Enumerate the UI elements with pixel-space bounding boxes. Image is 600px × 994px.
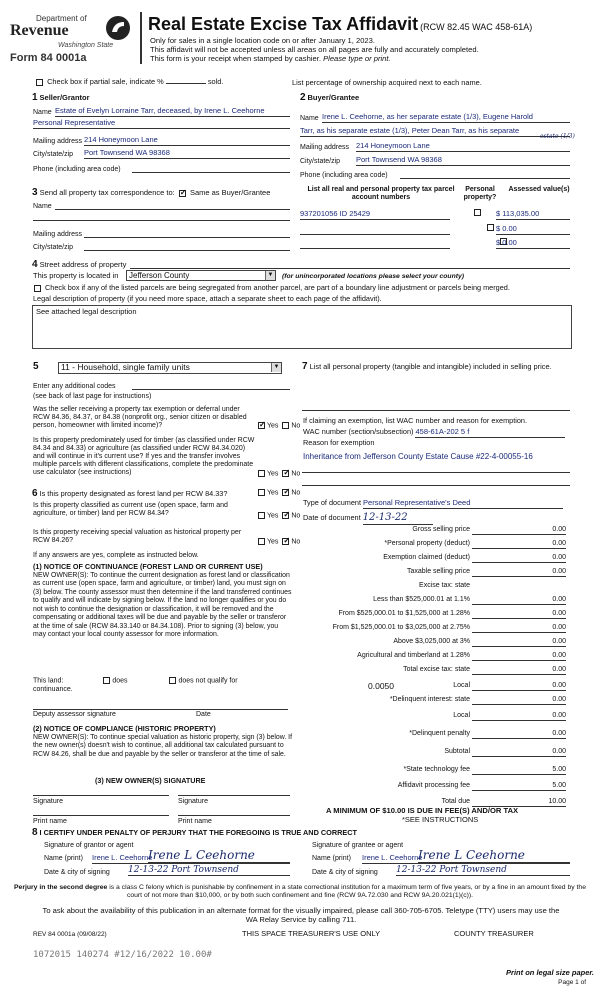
grantor-date[interactable]: 12-13-22 Port Townsend	[128, 865, 290, 876]
seller-name-label: Name	[33, 109, 52, 116]
assessed-value-2[interactable]: $ 0.00	[496, 225, 570, 235]
header-divider	[140, 12, 142, 64]
calc-row	[300, 682, 572, 694]
owner-signature-2[interactable]	[178, 795, 290, 796]
perjury-bold: Perjury in the second degree	[14, 884, 108, 891]
buyer-mail-label: Mailing address	[300, 144, 350, 151]
owner-print-2[interactable]	[178, 815, 290, 816]
deputy-sig-label: Deputy assessor signature	[33, 711, 116, 718]
form-number: Form 84 0001a	[10, 52, 87, 64]
calc-value[interactable]: 0.00	[472, 526, 566, 535]
calc-label: From $1,525,000.01 to $3,025,000 at 2.75%	[332, 624, 470, 631]
special-yes-checkbox[interactable]	[258, 538, 265, 545]
current-yes-checkbox[interactable]	[258, 512, 265, 519]
doc-type-label: Type of document	[303, 498, 362, 507]
legal-desc-text: See attached legal description	[36, 307, 137, 316]
exemption-no-checkbox[interactable]	[282, 422, 289, 429]
buyer-name-1[interactable]: Irene L. Ceehorne, as her separate estate (1/3), Eugene Harold	[322, 113, 570, 123]
calc-row	[300, 596, 572, 608]
partial-label-a: Check box if partial sale, indicate %	[47, 77, 164, 86]
calc-row	[300, 748, 572, 760]
assessed-value-1[interactable]: $ 113,035.00	[496, 210, 570, 220]
grantee-name-label: Name (print)	[312, 855, 351, 862]
this-land-label: This land:	[33, 677, 64, 685]
chevron-down-icon: ▼	[271, 363, 281, 372]
land-use-value: 11 - Household, single family units	[61, 362, 190, 372]
dor-dept: Department of	[36, 14, 87, 23]
calc-label: Total due	[441, 798, 470, 805]
buyer-hw-note: estate (1/3)	[540, 133, 575, 140]
land-use-select[interactable]	[58, 362, 282, 374]
current-no-label: No	[291, 512, 301, 520]
personal-prop-checkbox-2[interactable]	[487, 224, 494, 231]
legal-desc-box[interactable]	[32, 305, 572, 349]
personal-prop-checkbox-1[interactable]	[474, 209, 481, 216]
calc-label: *State technology fee	[403, 766, 470, 773]
county-treasurer: COUNTY TREASURER	[454, 929, 534, 938]
parcel-number-1[interactable]: 937201056 ID 25429	[300, 210, 450, 220]
exemption-no-label: No	[291, 422, 301, 430]
calc-label: Above $3,025,000 at 3%	[393, 638, 470, 645]
exemption-question: Was the seller receiving a property tax exemption or deferral under RCW 84.36, 84.37, or 84.38 (nonprofit org., senior citizen or disabled person, homeowner with limited income)?	[33, 406, 247, 430]
grantee-hw-sig: Irene L Ceehorne	[418, 848, 525, 862]
partial-sale-row	[34, 78, 223, 87]
title-cite: (RCW 82.45 WAC 458-61A)	[420, 22, 533, 32]
list-pct-note: List percentage of ownership acquired next to each name.	[292, 78, 482, 87]
wac-label: WAC number (section/subsection)	[303, 427, 414, 436]
special-no-checkbox[interactable]	[282, 538, 289, 545]
if-any-yes: If any answers are yes, complete as instructed below.	[33, 552, 199, 559]
located-label: This property is located in	[33, 271, 119, 280]
reason-line-1	[302, 472, 570, 473]
sec3-mail-field[interactable]	[84, 237, 290, 238]
timber-yes-checkbox[interactable]	[258, 470, 265, 477]
assessed-value-3[interactable]: $ 0.00	[496, 239, 570, 249]
segregated-row	[32, 284, 510, 292]
sec3-name-field-2[interactable]	[33, 220, 290, 221]
calc-label: Gross selling price	[412, 526, 470, 533]
calc-value[interactable]: 5.00	[472, 782, 566, 791]
sec3-city-field[interactable]	[84, 250, 290, 251]
street-address-field[interactable]	[130, 268, 570, 269]
calc-row	[300, 712, 572, 724]
calc-label: *Delinquent interest: state	[389, 696, 470, 703]
calc-row	[300, 624, 572, 636]
wac-value[interactable]: 458-61A-202 5 f	[415, 428, 565, 438]
legal-size-note: Print on legal size paper.	[506, 968, 594, 977]
personal-property-field[interactable]	[302, 410, 570, 411]
calc-label: Total excise tax: state	[403, 666, 470, 673]
alternate-format: To ask about the availability of this publication in an alternate format for the visually impaired, please call 360-705-6705. Teletype (TTY) users may use the WA Relay Service by calling 711.	[42, 906, 560, 925]
current-use-answer	[256, 512, 300, 520]
buyer-phone-label: Phone (including area code)	[300, 172, 388, 179]
parcel-number-3[interactable]	[300, 239, 450, 249]
current-yes-label: Yes	[267, 512, 279, 520]
wac-row	[303, 428, 565, 438]
sec6-num: 6	[32, 488, 38, 499]
special-valuation-question: Is this property receiving special valuation as historical property per RCW 84.26?	[33, 529, 242, 545]
calc-label: Exemption claimed (deduct)	[383, 554, 470, 561]
calc-value[interactable]: 0.00	[472, 652, 566, 661]
current-use-question: Is this property classified as current use (open space, farm and agriculture, or timber) land per RCW 84.34?	[33, 502, 228, 518]
timber-answer	[256, 470, 300, 478]
signature-label-2: Signature	[178, 798, 208, 805]
exemption-yes-checkbox[interactable]	[258, 422, 265, 429]
sec7-text: List all personal property (tangible and intangible) included in selling price.	[309, 362, 552, 371]
seller-city[interactable]: Port Townsend WA 98368	[84, 149, 290, 159]
does-label: does	[112, 677, 128, 685]
sec3-mail-label: Mailing address	[33, 231, 83, 238]
grantor-name[interactable]: Irene L. Ceehorne	[92, 854, 290, 864]
calc-value[interactable]: 0.00	[472, 730, 566, 739]
page-number: Page 1 of	[558, 979, 586, 986]
grantor-hw-sig: Irene L Ceehorne	[148, 848, 255, 862]
calc-value[interactable]: 0.00	[472, 666, 566, 675]
calc-row	[300, 638, 572, 650]
sec3-name-label: Name	[33, 203, 52, 210]
calc-row	[300, 610, 572, 622]
chevron-down-icon: ▼	[265, 271, 275, 280]
seller-num: 1	[32, 92, 38, 103]
owner-signature-1[interactable]	[33, 795, 169, 796]
calc-value[interactable]: 0.00	[472, 682, 566, 691]
buyer-city[interactable]: Port Townsend WA 98368	[356, 156, 570, 166]
doc-date-label: Date of document	[303, 513, 361, 522]
personal-prop-header: Personal property?	[463, 186, 497, 202]
sec5-num: 5	[33, 361, 39, 372]
calc-row	[300, 766, 572, 778]
timber-yes-label: Yes	[267, 470, 279, 478]
dor-state: Washington State	[58, 42, 114, 49]
additional-codes-label: Enter any additional codes	[33, 383, 116, 390]
calc-value[interactable]: 0.00	[472, 748, 566, 757]
additional-codes-field[interactable]	[132, 389, 290, 390]
does-checkbox[interactable]	[103, 677, 110, 684]
calc-value[interactable]: 0.00	[472, 554, 566, 563]
minimum-due: A MINIMUM OF $10.00 IS DUE IN FEE(S) AND/OR TAX	[326, 806, 519, 815]
calc-row	[300, 540, 572, 552]
sec3-name-field[interactable]	[55, 209, 290, 210]
buyer-title: Buyer/Grantee	[307, 93, 360, 102]
exemption-answer	[256, 422, 300, 430]
timber-question: Is this property predominately used for timber (as classified under RCW 84.34 and 84.33) or agriculture (as classified under RCW 84.34.020) and will continue in it's current use? If yes and the transfer involves multiple parcels with different classifications, complete the predominate use calculator (see instructions)	[33, 437, 255, 477]
seller-title: Seller/Grantor	[39, 93, 90, 102]
calc-label: Local	[453, 712, 470, 719]
notice1-title: (1) NOTICE OF CONTINUANCE (FOREST LAND OR CURRENT USE)	[33, 562, 263, 571]
print-name-label-2: Print name	[178, 818, 212, 825]
does-not-checkbox[interactable]	[169, 677, 176, 684]
owner-print-1[interactable]	[33, 815, 169, 816]
reason-line-2	[302, 485, 570, 486]
seller-mail-label: Mailing address	[33, 138, 83, 145]
segregated-checkbox[interactable]	[34, 285, 41, 292]
buyer-num: 2	[300, 92, 306, 103]
reason-label: Reason for exemption	[303, 438, 375, 447]
notice2-title: (2) NOTICE OF COMPLIANCE (HISTORIC PROPERTY)	[33, 724, 216, 733]
partial-sale-checkbox[interactable]	[36, 79, 43, 86]
signature-label-1: Signature	[33, 798, 63, 805]
calc-row	[300, 554, 572, 566]
calc-value[interactable]: 0.00	[472, 568, 566, 577]
calc-row	[300, 730, 572, 742]
sec4-street-row	[32, 259, 126, 271]
calc-value[interactable]: 0.00	[472, 596, 566, 605]
sec6-forest-row	[32, 488, 260, 500]
local-rate[interactable]: 0.0050	[368, 681, 394, 691]
grantor-sig-label: Signature of grantor or agent	[44, 842, 134, 849]
unincorporated-note: (for unincorporated locations please select your county)	[282, 273, 465, 280]
current-no-checkbox[interactable]	[282, 512, 289, 519]
calc-row	[300, 652, 572, 664]
doc-date-row	[303, 512, 433, 525]
special-yes-label: Yes	[267, 538, 279, 546]
treasurer-use: THIS SPACE TREASURER'S USE ONLY	[242, 929, 381, 938]
certify-text: I CERTIFY UNDER PENALTY OF PERJURY THAT THE FOREGOING IS TRUE AND CORRECT	[39, 828, 357, 837]
seller-heading	[32, 92, 90, 104]
calc-value[interactable]: 0.00	[472, 624, 566, 633]
calc-label: From $525,000.01 to $1,525,000 at 1.28%	[338, 610, 470, 617]
partial-label-b: sold.	[207, 77, 224, 86]
deputy-date-label: Date	[196, 711, 211, 718]
sec3-text: Send all property tax correspondence to:	[39, 188, 175, 197]
doc-type-value[interactable]: Personal Representative's Deed	[363, 499, 563, 509]
calc-row	[300, 582, 572, 594]
deputy-signature-line[interactable]	[33, 709, 288, 710]
buyer-heading	[300, 92, 359, 104]
calc-value[interactable]: 0.00	[472, 696, 566, 705]
header-line2: This affidavit will not be accepted unless all areas on all pages are fully and accurately completed.	[150, 45, 479, 54]
dor-revenue: Revenue	[10, 22, 69, 39]
forest-answer	[256, 489, 300, 497]
calc-row	[300, 782, 572, 794]
print-name-label-1: Print name	[33, 818, 67, 825]
sec8-num: 8	[32, 827, 38, 838]
grantor-date-label: Date & city of signing	[44, 869, 110, 876]
forest-no-checkbox[interactable]	[282, 489, 289, 496]
see-instructions: *SEE INSTRUCTIONS	[402, 815, 479, 824]
calc-value[interactable]: 10.00	[472, 798, 566, 807]
segregated-label: Check box if any of the listed parcels are being segregated from another parcel, are part of a boundary line adjustment or parcels being merged.	[45, 283, 510, 292]
exemption-yes-label: Yes	[267, 422, 279, 430]
grantee-sig-label: Signature of grantee or agent	[312, 842, 404, 849]
buyer-phone[interactable]	[400, 178, 570, 179]
sec8-row	[32, 827, 357, 839]
calc-label: *Personal property (deduct)	[384, 540, 470, 547]
calc-label: Agricultural and timberland at 1.28%	[357, 652, 470, 659]
seller-phone-label: Phone (including area code)	[33, 166, 121, 173]
sec3-city-label: City/state/zip	[33, 244, 74, 251]
perjury-text: is a class C felony which is punishable by confinement in a state correctional institution for a maximum term of five years, or by a fine in an amount fixed by the court of not more than $10,000, or by both such confinement and fine (RCW 9A.72.030 and RCW 9A.20.021(1)(c)).	[109, 884, 586, 900]
sec7-num: 7	[302, 361, 308, 372]
grantee-date-label: Date & city of signing	[312, 869, 378, 876]
sec4-num: 4	[32, 259, 38, 270]
calc-label: Affidavit processing fee	[397, 782, 470, 789]
notice1-text: NEW OWNER(S): To continue the current designation as forest land or classification as current use (open space, farm and agriculture, or timber) land, you must sign on (3) below. The county assessor must then determine if the land transferred continues to qualify and will indicate by signing below. If the land no longer qualifies or you do not wish to continue the designation or classification, it will be removed and the compensating or additional taxes will be due and payable by the seller or transferor at the time of sale (RCW 84.33.140 or 84.34.108). Prior to signing (3) below, you may contact your local county assessor for more information.	[33, 572, 292, 638]
sec4-street-label: Street address of property	[39, 260, 127, 269]
calc-label: *Delinquent penalty	[409, 730, 470, 737]
same-as-buyer-label: Same as Buyer/Grantee	[189, 188, 271, 197]
forest-no-label: No	[291, 489, 301, 497]
partial-pct-field[interactable]	[166, 83, 206, 84]
calc-label: Local	[453, 682, 470, 689]
exemption-claim-label: If claiming an exemption, list WAC number and reason for exemption.	[303, 416, 528, 425]
grantor-name-label: Name (print)	[44, 855, 83, 862]
notice3-title: (3) NEW OWNER(S) SIGNATURE	[95, 776, 206, 785]
does-not-label: does not qualify for	[178, 677, 238, 685]
calc-label: Less than $525,000.01 at 1.1%	[373, 596, 470, 603]
calc-value[interactable]: 0.00	[472, 712, 566, 721]
seller-mail[interactable]: 214 Honeymoon Lane	[84, 136, 290, 146]
same-as-buyer-checkbox[interactable]	[179, 190, 186, 197]
logo-emblem-icon	[106, 16, 130, 40]
buyer-name-label: Name	[300, 115, 319, 122]
treasurer-stamp: 1072015 140274 #12/16/2022 10.00#	[33, 950, 212, 960]
sec7-row	[302, 361, 572, 373]
parcel-col-header: List all real and personal property tax parcel account numbers	[307, 186, 455, 202]
codes-note: (see back of last page for instructions)	[33, 393, 152, 400]
grantee-date[interactable]: 12-13-22 Port Townsend	[396, 865, 570, 876]
header-line3a: This form is your receipt when stamped by cashier.	[150, 54, 321, 63]
timber-no-checkbox[interactable]	[282, 470, 289, 477]
notice2-text: NEW OWNER(S): To continue special valuation as historic property, sign (3) below. If the new owner(s) doesn't wish to continue, all additional tax calculated pursuant to RCW 84.26, shall be due and payable by the seller or transferor at the time of sale.	[33, 734, 293, 758]
special-no-label: No	[291, 538, 301, 546]
calc-value[interactable]: 0.00	[472, 638, 566, 647]
calc-value[interactable]: 0.00	[472, 540, 566, 549]
forest-yes-checkbox[interactable]	[258, 489, 265, 496]
grantee-name[interactable]: Irene L. Ceehorne	[362, 854, 570, 864]
reason-value[interactable]: Inheritance from Jefferson County Estate Cause #22-4-00055-16	[303, 452, 533, 461]
doc-date-value[interactable]: 12-13-22	[363, 512, 433, 525]
title-text: Real Estate Excise Tax Affidavit	[148, 14, 419, 34]
calc-row	[300, 696, 572, 708]
calc-row	[300, 666, 572, 678]
buyer-name-2[interactable]: Tarr, as his separate estate (1/3), Peter Dean Tarr, as his separate	[300, 127, 570, 137]
header-line3b: Please type or print.	[323, 54, 391, 63]
dor-logo	[8, 14, 132, 66]
rev-number: REV 84 0001a (09/08/22)	[33, 931, 107, 938]
calc-row	[300, 568, 572, 580]
county-select[interactable]	[126, 270, 276, 281]
doc-type-row	[303, 499, 563, 509]
buyer-city-label: City/state/zip	[300, 158, 341, 165]
county-value: Jefferson County	[129, 271, 190, 280]
form-title	[148, 14, 532, 35]
seller-name-2[interactable]: Personal Representative	[33, 119, 290, 129]
continuance-label: continuance.	[33, 686, 73, 693]
calc-label: Excise tax: state	[419, 582, 470, 589]
sec3-num: 3	[32, 187, 38, 198]
calc-value[interactable]: 0.00	[472, 610, 566, 619]
header-line1: Only for sales in a single location code on or after January 1, 2023.	[150, 36, 375, 45]
forest-question: Is this property designated as forest land per RCW 84.33?	[39, 489, 228, 498]
seller-name-1[interactable]: Estate of Evelyn Lorraine Tarr, deceased, by Irene L. Ceehorne	[55, 107, 290, 117]
assessed-header: Assessed value(s)	[508, 186, 570, 193]
legal-desc-label: Legal description of property (if you need more space, attach a separate sheet to each page of the affidavit).	[33, 294, 382, 303]
sec3-heading	[32, 187, 270, 199]
forest-yes-label: Yes	[267, 489, 279, 497]
this-land-row	[33, 677, 238, 685]
timber-no-label: No	[291, 470, 301, 478]
calc-row	[300, 526, 572, 538]
buyer-mail[interactable]: 214 Honeymoon Lane	[356, 142, 570, 152]
calc-value[interactable]: 5.00	[472, 766, 566, 775]
calc-label: Taxable selling price	[406, 568, 470, 575]
special-valuation-answer	[256, 538, 300, 546]
parcel-number-2[interactable]	[300, 225, 450, 235]
header-line3	[150, 55, 391, 64]
seller-city-label: City/state/zip	[33, 151, 74, 158]
perjury-notice	[6, 884, 594, 900]
seller-phone[interactable]	[132, 172, 290, 173]
calc-label: Subtotal	[444, 748, 470, 755]
